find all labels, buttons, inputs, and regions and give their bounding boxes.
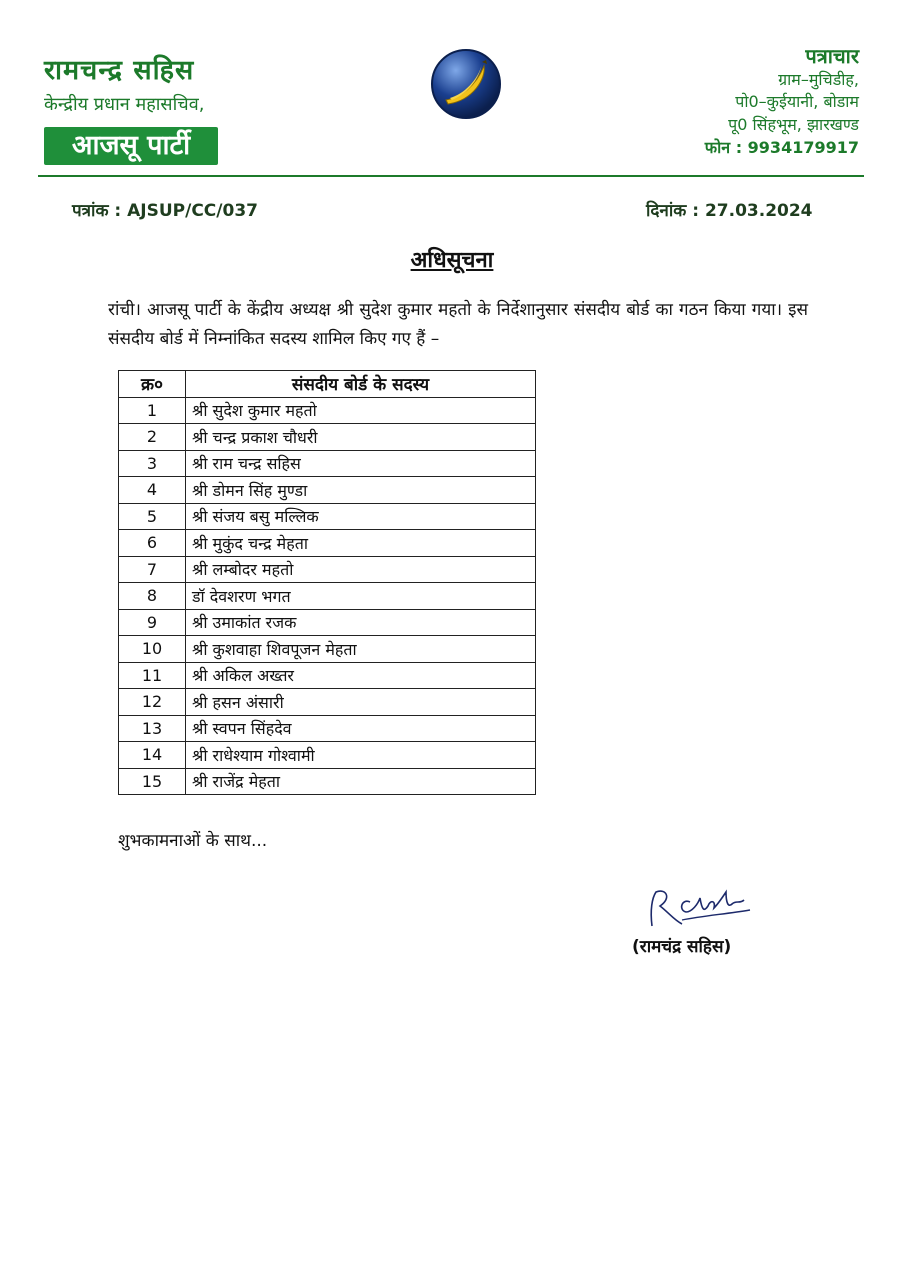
- letter-reference: पत्रांक : AJSUP/CC/037: [72, 201, 258, 221]
- member-name: डॉ देवशरण भगत: [186, 583, 536, 610]
- member-name: श्री लम्बोदर महतो: [186, 556, 536, 583]
- handwritten-signature: [642, 880, 754, 934]
- serial-number: 5: [119, 503, 186, 530]
- table-row: [119, 609, 536, 636]
- member-name: श्री कुशवाहा शिवपूजन मेहता: [186, 636, 536, 663]
- table-row: [119, 503, 536, 530]
- table-row: [119, 450, 536, 477]
- table-row: [119, 636, 536, 663]
- table-row: [119, 530, 536, 557]
- member-name: श्री मुकुंद चन्द्र मेहता: [186, 530, 536, 557]
- member-name: श्री हसन अंसारी: [186, 689, 536, 716]
- signer-name: (रामचंद्र सहिस): [632, 937, 732, 957]
- serial-number: 14: [119, 742, 186, 769]
- board-members-table: [118, 370, 536, 795]
- member-name: श्री राम चन्द्र सहिस: [186, 450, 536, 477]
- notice-heading: [0, 244, 904, 274]
- table-row: [119, 424, 536, 451]
- closing-line: शुभकामनाओं के साथ...: [118, 831, 268, 851]
- address-line-village: ग्राम–मुचिडीह,: [778, 70, 859, 89]
- member-name: श्री उमाकांत रजक: [186, 609, 536, 636]
- serial-number: 11: [119, 662, 186, 689]
- table-row: [119, 689, 536, 716]
- sender-name: रामचन्द्र सहिस: [44, 55, 195, 86]
- letter-date: दिनांक : 27.03.2024: [646, 201, 813, 221]
- column-header-serial: क्र०: [119, 371, 186, 398]
- member-name: श्री चन्द्र प्रकाश चौधरी: [186, 424, 536, 451]
- address-line-post: पो0–कुईयानी, बोडाम: [735, 92, 859, 111]
- table-row: [119, 397, 536, 424]
- serial-number: 10: [119, 636, 186, 663]
- serial-number: 7: [119, 556, 186, 583]
- notice-body: रांची। आजसू पार्टी के केंद्रीय अध्यक्ष श्री सुदेश कुमार महतो के निर्देशानुसार संसदीय बोर्ड का गठन किया गया। इस संसदीय बोर्ड में निम्नांकित सदस्य शामिल किए गए हैं –: [108, 300, 808, 349]
- member-name: श्री राजेंद्र मेहता: [186, 768, 536, 795]
- table-row: [119, 768, 536, 795]
- member-name: श्री सुदेश कुमार महतो: [186, 397, 536, 424]
- serial-number: 3: [119, 450, 186, 477]
- table-row: [119, 556, 536, 583]
- member-name: श्री स्वपन सिंहदेव: [186, 715, 536, 742]
- serial-number: 9: [119, 609, 186, 636]
- serial-number: 13: [119, 715, 186, 742]
- banana-logo-icon: [430, 48, 502, 120]
- serial-number: 2: [119, 424, 186, 451]
- table-row: [119, 583, 536, 610]
- member-name: श्री संजय बसु मल्लिक: [186, 503, 536, 530]
- phone-number: फोन : 9934179917: [704, 138, 859, 157]
- table-header-row: [119, 371, 536, 398]
- column-header-members: संसदीय बोर्ड के सदस्य: [186, 371, 536, 398]
- table-row: [119, 742, 536, 769]
- address-line-district: पू0 सिंहभूम, झारखण्ड: [728, 115, 859, 134]
- header-divider: [38, 175, 864, 177]
- serial-number: 12: [119, 689, 186, 716]
- serial-number: 6: [119, 530, 186, 557]
- notice-heading-text: अधिसूचना: [410, 248, 494, 273]
- serial-number: 1: [119, 397, 186, 424]
- serial-number: 15: [119, 768, 186, 795]
- address-title: पत्राचार: [805, 44, 859, 68]
- table-row: [119, 662, 536, 689]
- sender-title: केन्द्रीय प्रधान महासचिव,: [44, 94, 205, 115]
- party-name: आजसू पार्टी: [71, 130, 191, 161]
- member-name: श्री डोमन सिंह मुण्डा: [186, 477, 536, 504]
- table-row: [119, 715, 536, 742]
- table-row: [119, 477, 536, 504]
- serial-number: 8: [119, 583, 186, 610]
- serial-number: 4: [119, 477, 186, 504]
- party-name-badge: [44, 127, 218, 165]
- member-name: श्री अकिल अख्तर: [186, 662, 536, 689]
- member-name: श्री राधेश्याम गोश्वामी: [186, 742, 536, 769]
